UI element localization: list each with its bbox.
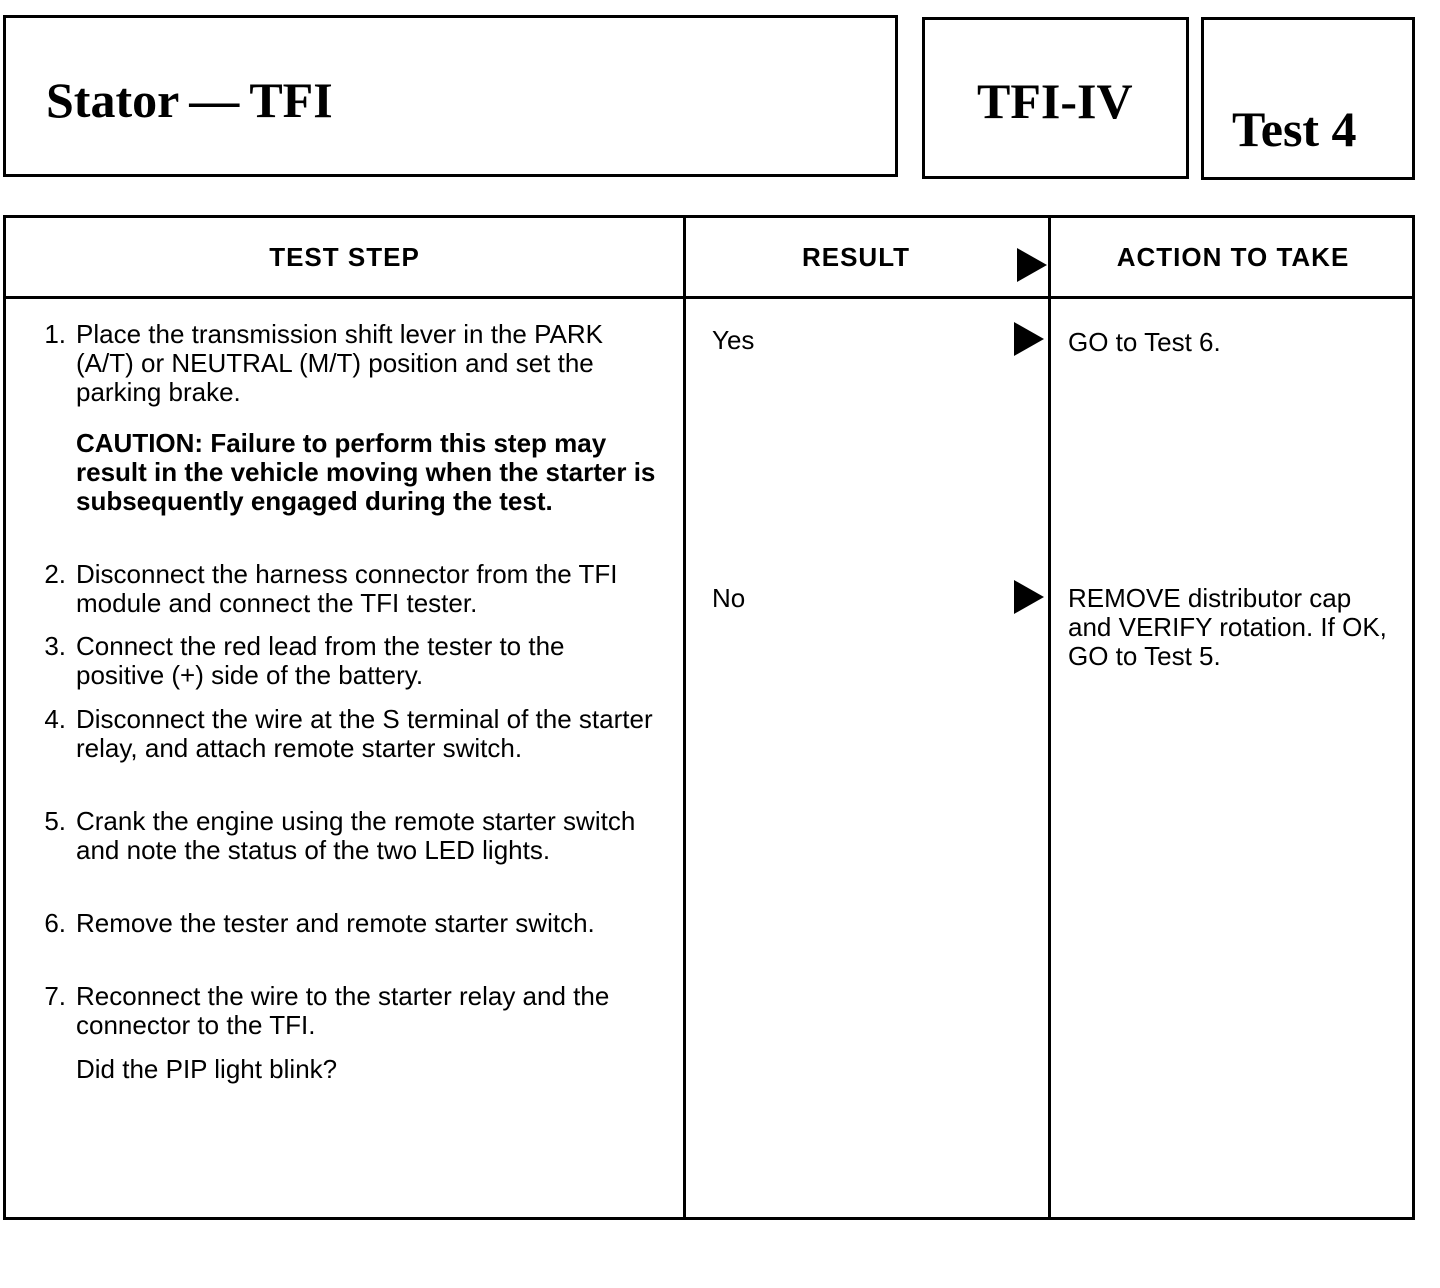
system-code: TFI-IV <box>977 73 1133 129</box>
action-no: REMOVE distributor cap and VERIFY rotation. If OK, GO to Test 5. <box>1068 583 1387 671</box>
step-text: Disconnect the wire at the S terminal of the starter relay, and attach remote starter switch. <box>76 704 653 763</box>
step-text: Crank the engine using the remote starter switch and note the status of the two LED lights. <box>76 806 636 865</box>
system-code-box <box>922 17 1189 179</box>
question-text: Did the PIP light blink? <box>76 1054 338 1084</box>
title-box <box>3 15 898 177</box>
step-number: 7. <box>44 981 66 1011</box>
caution-text: CAUTION: Failure to perform this step may result in the vehicle moving when the starter is subsequently engaged during the test. <box>76 428 656 516</box>
step-text: Place the transmission shift lever in the PARK (A/T) or NEUTRAL (M/T) position and set the parking brake. <box>76 319 603 407</box>
arrow-right-icon <box>1014 322 1044 356</box>
step-number: 6. <box>44 908 66 938</box>
result-yes: Yes <box>712 325 755 355</box>
step-text: Connect the red lead from the tester to the positive (+) side of the battery. <box>76 631 565 690</box>
column-header-action: ACTION TO TAKE <box>1116 242 1350 272</box>
column-header-test-step: TEST STEP <box>269 242 420 272</box>
step-text: Remove the tester and remote starter switch. <box>76 908 595 938</box>
header-divider <box>6 296 1412 299</box>
column-header-result: RESULT <box>801 242 911 272</box>
action-yes: GO to Test 6. <box>1068 327 1221 357</box>
step-number: 3. <box>44 631 66 661</box>
page-title: Stator — TFI <box>46 72 333 128</box>
test-number: Test 4 <box>1232 101 1357 157</box>
step-number: 5. <box>44 806 66 836</box>
step-number: 1. <box>44 319 66 349</box>
test-number-box <box>1201 17 1415 180</box>
column-divider <box>1048 218 1051 1217</box>
step-number: 2. <box>44 559 66 589</box>
result-no: No <box>712 583 746 613</box>
step-number: 4. <box>44 704 66 734</box>
step-text: Disconnect the harness connector from the TFI module and connect the TFI tester. <box>76 559 618 618</box>
column-divider <box>683 218 686 1217</box>
arrow-right-icon <box>1017 248 1047 282</box>
step-text: Reconnect the wire to the starter relay and the connector to the TFI. <box>76 981 610 1040</box>
test-steps <box>0 320 680 1200</box>
arrow-right-icon <box>1014 580 1044 614</box>
